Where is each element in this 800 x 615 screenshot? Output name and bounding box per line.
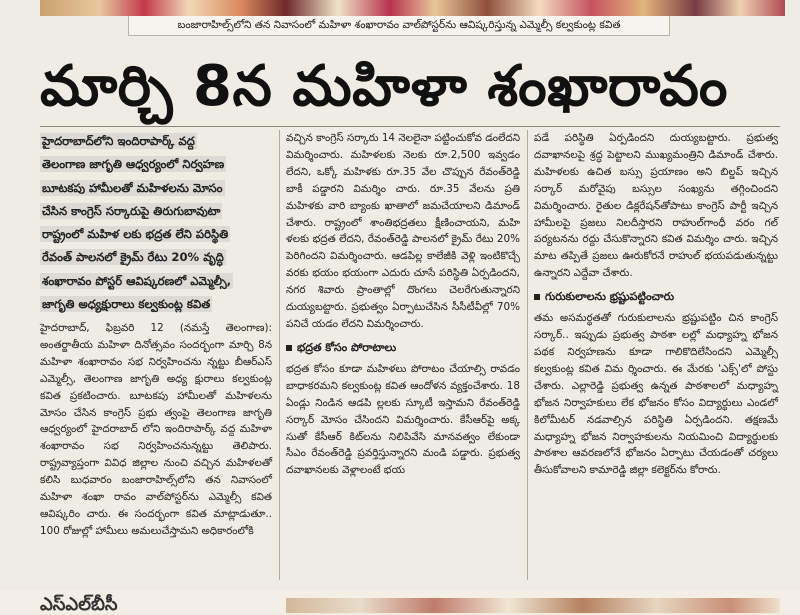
article-paragraph: భద్రత కోసం కూడా మహిళలు పోరాటం చేయాల్సి రావడం బాధాకరమని కల్వకుంట్ల కవిత ఆందోళన వ్యక్తంచేశారు. 18 ఏండ్లు నిండిన ఆడపి ల్లలకు స్కూటీ ఇస్తామని రేవంత్‌రెడ్డి సర్కార్ మోసం చేసిందని విమర్శించారు. కేసీఆర్‌పై అక్క సుతో కేసీఆర్ కిట్‌లను నిలిపివేసి మానవత్వం లేకుండా సీఎం రేవంత్‌రెడ్డి ప్రవర్తిస్తున్నారని మండి పడ్డారు. ప్రభుత్వ దవాఖానలకు వెళ్లాలంటే భయ (286, 362, 520, 477)
subdeck-line: జాగృతి అధ్యక్షురాలు కల్వకుంట్ల కవిత (42, 297, 211, 312)
bullet-square-icon (286, 345, 292, 351)
subheading: భద్రత కోసం పోరాటాలు (286, 339, 520, 357)
next-article-photo (286, 598, 780, 613)
article-paragraph: వచ్చిన కాంగ్రెస్ సర్కారు 14 నెలలైనా పట్టించుకోవ డంలేదని విమర్శించారు. మహిళలకు నెలకు రూ.2,500 ఇవ్వడం లేదని, ఒక్కో మహిళకు రూ.35 వేల చొప్పున రేవంత్‌రెడ్డి బాకీ పడ్డారని విమర్శిం చారు. రూ.35 వేలను ప్రతి మహిళకు వారి బ్యాంకు ఖాతాలో జమచేయాలని డిమాండ్ చేశారు. రాష్ట్రంలో శాంతిభద్రతలు క్షీణించాయని, మహి ళలకు భద్రత లేదని, రేవంత్‌రెడ్డి పాలనలో క్రైమ్ రేటు 20% పెరిగిందని విమర్శించారు. ఆడపిల్ల కాలేజీకి వెళ్లి ఇంటికొచ్చే వరకు భయం భయంగా ఎదురు చూసే పరిస్థితి ఏర్పడిందని, నగర శివారు ప్రాంతాల్లో దొంగలు చెలరేగుతున్నారని దుయ్యబట్టారు. ప్రభుత్వం ఏర్పాటుచేసిన సీసీటీవీల్లో 70% పనిచే యడం లేదని విమర్శించారు. (286, 132, 520, 330)
article-paragraph: పడే పరిస్థితి ఏర్పడిందని దుయ్యబట్టారు. ప్రభుత్వ దవాఖానలపై శ్రద్ధ పెట్టాలని ముఖ్యమంత్రిని డిమాండ్ చేశారు. మహిళలకు ఉచిత బస్సు ప్రయాణం అని బిల్డప్ ఇచ్చిన సర్కార్ మరోవైపు బస్సుల సంఖ్యను తగ్గించిందని విమర్శించారు. రైతుల డిక్లరేషన్‌తోపాటు కాంగ్రెస్ పార్టీ ఇచ్చిన హామీలపై ప్రజలు నిలదీస్తారని రాహుల్‌గాంధీ వరం గల్ పర్యటనను రద్దు చేసుకొన్నారని కవిత విమర్శిం చారు. ఇచ్చిన మాట తప్పితే ప్రజలు ఊరుకోరనే రాహుల్ భయపడుతున్నట్టు ఉన్నారని ఎద్దేవా చేశారు. (534, 132, 778, 280)
page-margin (0, 0, 40, 590)
article-column-3 (534, 130, 778, 580)
subdeck-line: హైదరాబాద్‌లోని ఇందిరాపార్క్ వద్ద (42, 134, 195, 148)
article-paragraph: తమ అసమర్థతతో గురుకులాలను భ్రష్టుపట్టిం చిన కాంగ్రెస్ సర్కార్.. ఇప్పుడు ప్రభుత్వ పాఠశా లల్లో మధ్యాహ్న భోజన పథక నిర్వహణను కూడా గాలికొదిలేసిందని ఎమ్మెల్సీ కల్వకుంట్ల కవిత విమ ర్శించారు. ఈ మేరకు 'ఎక్స్'లో పోస్టు చేశారు. ఎల్లారెడ్డి ప్రభుత్వ ఉన్నత పాఠశాలలో మధ్యాహ్న భోజన నిర్వాహకులు లేక భోజనం కోసం విద్యార్థులు ఎండలో కిలోమీటర్ నడవాల్సిన పరిస్థితి ఏర్పడిందని. తక్షణమే మధ్యాహ్న భోజన నిర్వాహకులను నియమించి విద్యార్థులకు పాఠశాల ఆవరణలోనే భోజనం ఏర్పాటు చేయడంతో చర్యలు తీసుకోవాలని కామారెడ్డి జిల్లా కలెక్టర్‌ను కోరారు. (534, 312, 778, 477)
news-photo (40, 0, 785, 16)
article-column-1 (40, 320, 272, 582)
subdeck-line: తెలంగాణ జాగృతి ఆధ్వర్యంలో నిర్వహణ (42, 157, 225, 172)
photo-caption: బంజారాహిల్స్‌లోని తన నివాసంలో మహిళా శంఖారావం వాల్‌పోస్టర్‌ను ఆవిష్కరిస్తున్న ఎమ్మెల్సీ కల్వకుంట్ల కవిత (128, 16, 670, 36)
subdeck-line: రాష్ట్రంలో మహిళ లకు భద్రత లేని పరిస్థితి (42, 227, 229, 242)
subdeck-line: రేవంత్ పాలనలో క్రైమ్ రేటు 20% వృద్ధి (42, 250, 224, 265)
subdeck (40, 130, 272, 316)
next-article-headline: ఎస్‌ఎల్‌బీసీ (40, 594, 118, 615)
column-divider (527, 130, 528, 580)
column-divider (279, 130, 280, 580)
bullet-square-icon (534, 294, 540, 300)
subheading: గురుకులాలను భ్రష్టుపట్టించారు (534, 288, 778, 306)
headline-rule (40, 126, 780, 127)
article-paragraph: హైదరాబాద్, ఫిబ్రవరి 12 (నమస్తే తెలంగాణ): అంతర్జాతీయ మహిళా దినోత్సవం సందర్భంగా మార్చి 8న మహిళా శంఖారావం సభ నిర్వహించను న్నట్టు బీఆర్‌ఎస్ ఎమ్మెల్సీ, తెలంగాణ జాగృతి అధ్య క్షురాలు కల్వకుంట్ల కవిత ప్రకటించారు. బూటకపు హామీలతో మహిళలను మోసం చేసిన కాంగ్రెస్ ప్రభు త్వంపై తెలంగాణ జాగృతి ఆధ్వర్యంలో హైదరాబాద్ లోని ఇందిరాపార్క్ వద్ద మహిళా శంఖారావం సభ నిర్వహించనున్నట్టు తెలిపారు. రాష్ట్రవ్యాప్తంగా వివిధ జిల్లాల నుంచి వచ్చిన మహిళలతో కలిసి బుధవారం బంజారాహిల్స్‌లోని తన నివాసంలో మహిళా శంఖా రావం వాల్‌పోస్టర్‌ను ఎమ్మెల్సీ కవిత ఆవిష్కరిం చారు. ఈ సందర్భంగా కవిత మాట్లాడుతూ.. 100 రోజుల్లో హామీలు అమలుచేస్తామని అధికారంలోకి (40, 322, 272, 537)
subdeck-line: శంఖారావం పోస్టర్ ఆవిష్కరణలో ఎమ్మెల్సీ, (42, 273, 232, 288)
subdeck-line: బూటకపు హామీలతో మహిళలను మోసం (42, 180, 223, 195)
article-column-2 (286, 130, 520, 580)
subdeck-line: చేసిన కాంగ్రెస్ సర్కారుపై తిరుగుబావుటా (42, 203, 221, 218)
headline: మార్చి 8న మహిళా శంఖారావం (40, 54, 728, 119)
